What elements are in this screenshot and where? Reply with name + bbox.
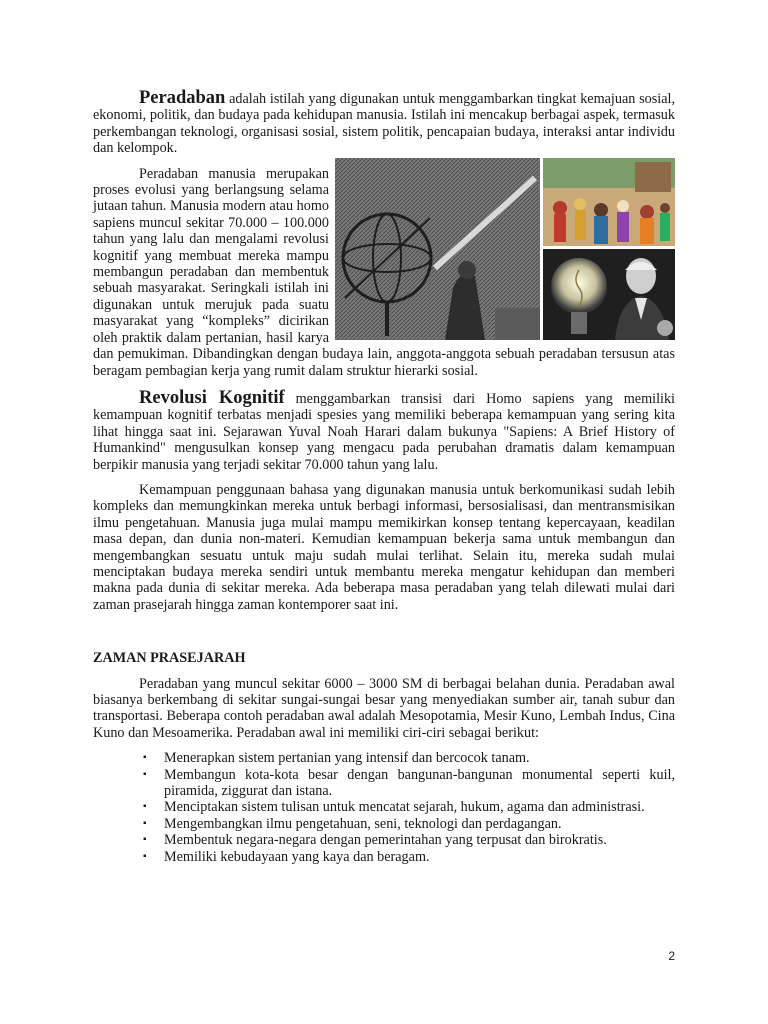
- term-peradaban: Peradaban: [139, 88, 226, 108]
- kognitif-paragraph: [93, 387, 675, 473]
- prasejarah-paragraph: Peradaban yang muncul sekitar 6000 – 3000 SM di berbagai belahan dunia. Peradaban awal biasanya berkembang di sekitar sungai-sungai besar yang menyediakan sumber air, tanah subur dan transportasi. Beberapa contoh peradaban awal adalah Mesopotamia, Mesir Kuno, Lembah Indus, Cina Kuno dan Mesoamerika. Peradaban awal ini memiliki ciri-ciri sebagai berikut:: [93, 675, 675, 741]
- list-item: ▪ Menciptakan sistem tulisan untuk mencatat sejarah, hukum, agama dan administrasi.: [143, 799, 645, 816]
- kognitif-text: menggambarkan transisi dari Homo sapiens yang memiliki kemampuan kognitif terbatas menjadi spesies yang memiliki beberapa kemampuan yang sering kita lihat hingga saat ini. Sejarawan Yuval Noah Harari dalam bukunya "Sapiens: A Brief History of Humankind" mengusulkan konsep yang mengacu pada perubahan dramatis dalam kemampuan berpikir manusia yang terjadi sekitar 70.000 tahun yang lalu.: [93, 390, 675, 473]
- bullet-icon: ▪: [143, 768, 147, 780]
- bullet-icon: ▪: [143, 817, 147, 829]
- bullet-icon: ▪: [143, 752, 147, 764]
- bullet-icon: ▪: [143, 850, 147, 862]
- evolution-paragraph: Peradaban manusia merupakan proses evolusi yang berlangsung selama jutaan tahun. Manusia modern atau homo sapiens muncul sekitar 70.000 – 100.000 tahun yang lalu dan mengalami revolusi kognitif yang membuat mereka mampu membangun peradaban dan membentuk sebuah masyarakat. Seringkali istilah ini digunakan untuk merujuk pada suatu masyarakat yang “kompleks” dicirikan oleh praktik dalam pertanian, hasil karya dan pemukiman. Dibandingkan dengan budaya lain, anggota-anggota sebuah peradaban tersusun atas beragam pembagian kerja yang rumit dalam struktur hierarki sosial.: [93, 165, 675, 379]
- list-item: ▪ Membangun kota-kota besar dengan bangunan-bangunan monumental seperti kuil, piramida, ziggurat dan istana.: [143, 766, 675, 800]
- intro-text-start: adalah istilah yang digunakan untuk menggambarkan tingkat kemajuan sosial, ekonomi, politik, dan budaya pada kehidupan manusia. Istilah ini mencakup berbagai aspek, termasuk perkembangan teknologi, organisasi sosial, sistem politik, pencapaian budaya, interaksi antar individu dan kelompok.: [93, 91, 675, 157]
- list-item: ▪ Menerapkan sistem pertanian yang intensif dan bercocok tanam.: [143, 750, 530, 767]
- list-item: ▪ Memiliki kebudayaan yang kaya dan beragam.: [143, 848, 430, 865]
- bullet-icon: ▪: [143, 801, 147, 813]
- astronomer-engraving-image: [335, 158, 540, 340]
- language-paragraph: Kemampuan penggunaan bahasa yang digunakan manusia untuk berkomunikasi sudah lebih kompleks dan memungkinkan mereka untuk berbagi informasi, bersosialisasi, dan mentransmisikan ilmu pengetahuan. Manusia juga mulai mampu memikirkan konsep tentang kepercayaan, keadilan masa depan, dan dunia non-materi. Kemudian kemampuan bekerja sama untuk membangun dan mengembangkan sesuatu untuk maju sudah mulai terlihat. Selain itu, mereka sudah mulai menciptakan budaya mereka sendiri untuk membantu mereka mengatur kehidupan dan memberi makna pada dunia di sekitar mereka. Ada beberapa masa peradaban yang telah dilewati mulai dari zaman prasejarah hingga zaman kontemporer saat ini.: [93, 481, 675, 613]
- term-revolusi-kognitif: Revolusi Kognitif: [139, 387, 285, 408]
- page-number: 2: [668, 949, 675, 963]
- section-heading-prasejarah: ZAMAN PRASEJARAH: [93, 650, 246, 667]
- illustration-collage: [335, 158, 675, 340]
- light-bulb-portrait-image: [543, 249, 675, 340]
- list-item: ▪ Mengembangkan ilmu pengetahuan, seni, teknologi dan perdagangan.: [143, 815, 562, 832]
- crowd-scene-image: [543, 158, 675, 246]
- bullet-icon: ▪: [143, 834, 147, 846]
- characteristics-list: [93, 750, 675, 865]
- document-page: [93, 90, 675, 865]
- list-item: ▪ Membentuk negara-negara dengan pemerintahan yang terpusat dan birokratis.: [143, 832, 607, 849]
- intro-paragraph: [93, 90, 675, 157]
